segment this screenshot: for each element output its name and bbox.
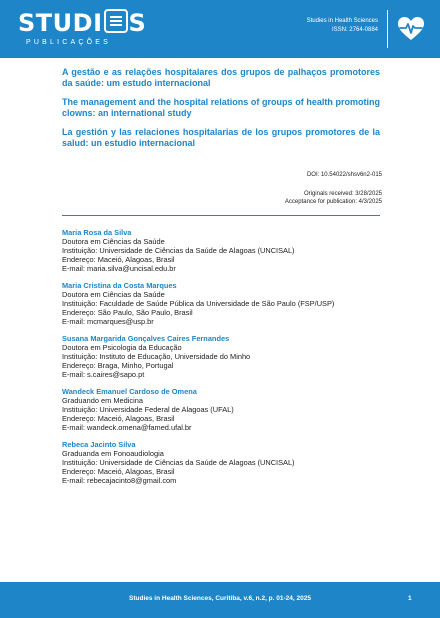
doi[interactable]: DOI: 10.54022/shsv6n2-015 xyxy=(306,172,382,178)
author-degree: Doutora em Ciências da Saúde xyxy=(62,290,165,299)
author-address: Endereço: Braga, Minho, Portugal xyxy=(62,361,174,370)
logo-book-icon xyxy=(104,9,128,33)
journal-name: Studies in Health Sciences xyxy=(306,18,378,24)
author-institution: Instituição: Instituto de Educação, Universidade do Minho xyxy=(62,352,251,361)
author-address: Endereço: São Paulo, São Paulo, Brasil xyxy=(62,308,193,317)
author-address: Endereço: Maceió, Alagoas, Brasil xyxy=(62,467,175,476)
author-institution: Instituição: Faculdade de Saúde Pública da Universidade de São Paulo (FSP/USP) xyxy=(62,299,335,308)
author-degree: Doutora em Ciências da Saúde xyxy=(62,237,165,246)
footer-citation: Studies in Health Sciences, Curitiba, v.6, n.2, p. 01-24, 2025 xyxy=(129,595,311,602)
author-address: Endereço: Maceió, Alagoas, Brasil xyxy=(62,255,175,264)
author-name: Wandeck Emanuel Cardoso de Omena xyxy=(62,387,197,396)
article-titles xyxy=(62,67,380,157)
page-number: 1 xyxy=(408,595,412,602)
author-address: Endereço: Maceió, Alagoas, Brasil xyxy=(62,414,175,423)
title-portuguese: A gestão e as relações hospitalares dos grupos de palhaços promotores da saúde: um estudo internacional xyxy=(62,67,380,88)
author-block xyxy=(62,334,382,379)
author-name: Rebeca Jacinto Silva xyxy=(62,440,136,449)
journal-logo xyxy=(18,9,146,37)
title-spanish: La gestión y las relaciones hospitalarias de los grupos promotores de la salud: un estudio internacional xyxy=(62,127,380,148)
author-email[interactable]: E-mail: mcmarques@usp.br xyxy=(62,317,154,326)
journal-header xyxy=(0,0,440,58)
logo-text-right: S xyxy=(128,9,147,37)
author-email[interactable]: E-mail: maria.silva@uncisal.edu.br xyxy=(62,264,176,273)
journal-issn: ISSN: 2764-0884 xyxy=(331,27,378,33)
logo-subtitle: PUBLICAÇÕES xyxy=(26,39,111,46)
author-email[interactable]: E-mail: rebecajacinto8@gmail.com xyxy=(62,476,177,485)
header-divider xyxy=(387,10,388,48)
author-email[interactable]: E-mail: s.caires@sapo.pt xyxy=(62,370,145,379)
author-institution: Instituição: Universidade Federal de Alagoas (UFAL) xyxy=(62,405,234,414)
author-block xyxy=(62,440,382,485)
author-block xyxy=(62,281,382,326)
author-institution: Instituição: Universidade de Ciências da Saúde de Alagoas (UNCISAL) xyxy=(62,458,295,467)
author-degree: Graduanda em Fonoaudiologia xyxy=(62,449,164,458)
title-english: The management and the hospital relations of groups of health promoting clowns: an international study xyxy=(62,97,380,118)
section-divider xyxy=(62,215,380,216)
submission-dates xyxy=(285,191,382,206)
date-accepted: Acceptance for publication: 4/3/2025 xyxy=(284,198,382,205)
author-degree: Doutora em Psicologia da Educação xyxy=(62,343,182,352)
author-email[interactable]: E-mail: wandeck.omena@famed.ufal.br xyxy=(62,423,192,432)
heart-pulse-icon xyxy=(397,16,425,42)
author-block xyxy=(62,387,382,432)
author-block xyxy=(62,228,382,273)
author-name: Maria Rosa da Silva xyxy=(62,228,132,237)
journal-footer xyxy=(0,582,440,618)
author-institution: Instituição: Universidade de Ciências da Saúde de Alagoas (UNCISAL) xyxy=(62,246,295,255)
journal-meta xyxy=(307,17,378,35)
author-degree: Graduando em Medicina xyxy=(62,396,143,405)
date-received: Originals received: 3/28/2025 xyxy=(303,191,382,197)
logo-text-left: STUDI xyxy=(18,9,103,37)
author-name: Maria Cristina da Costa Marques xyxy=(62,281,177,290)
author-name: Susana Margarida Gonçalves Caires Fernandes xyxy=(62,334,230,343)
author-list xyxy=(62,228,382,493)
